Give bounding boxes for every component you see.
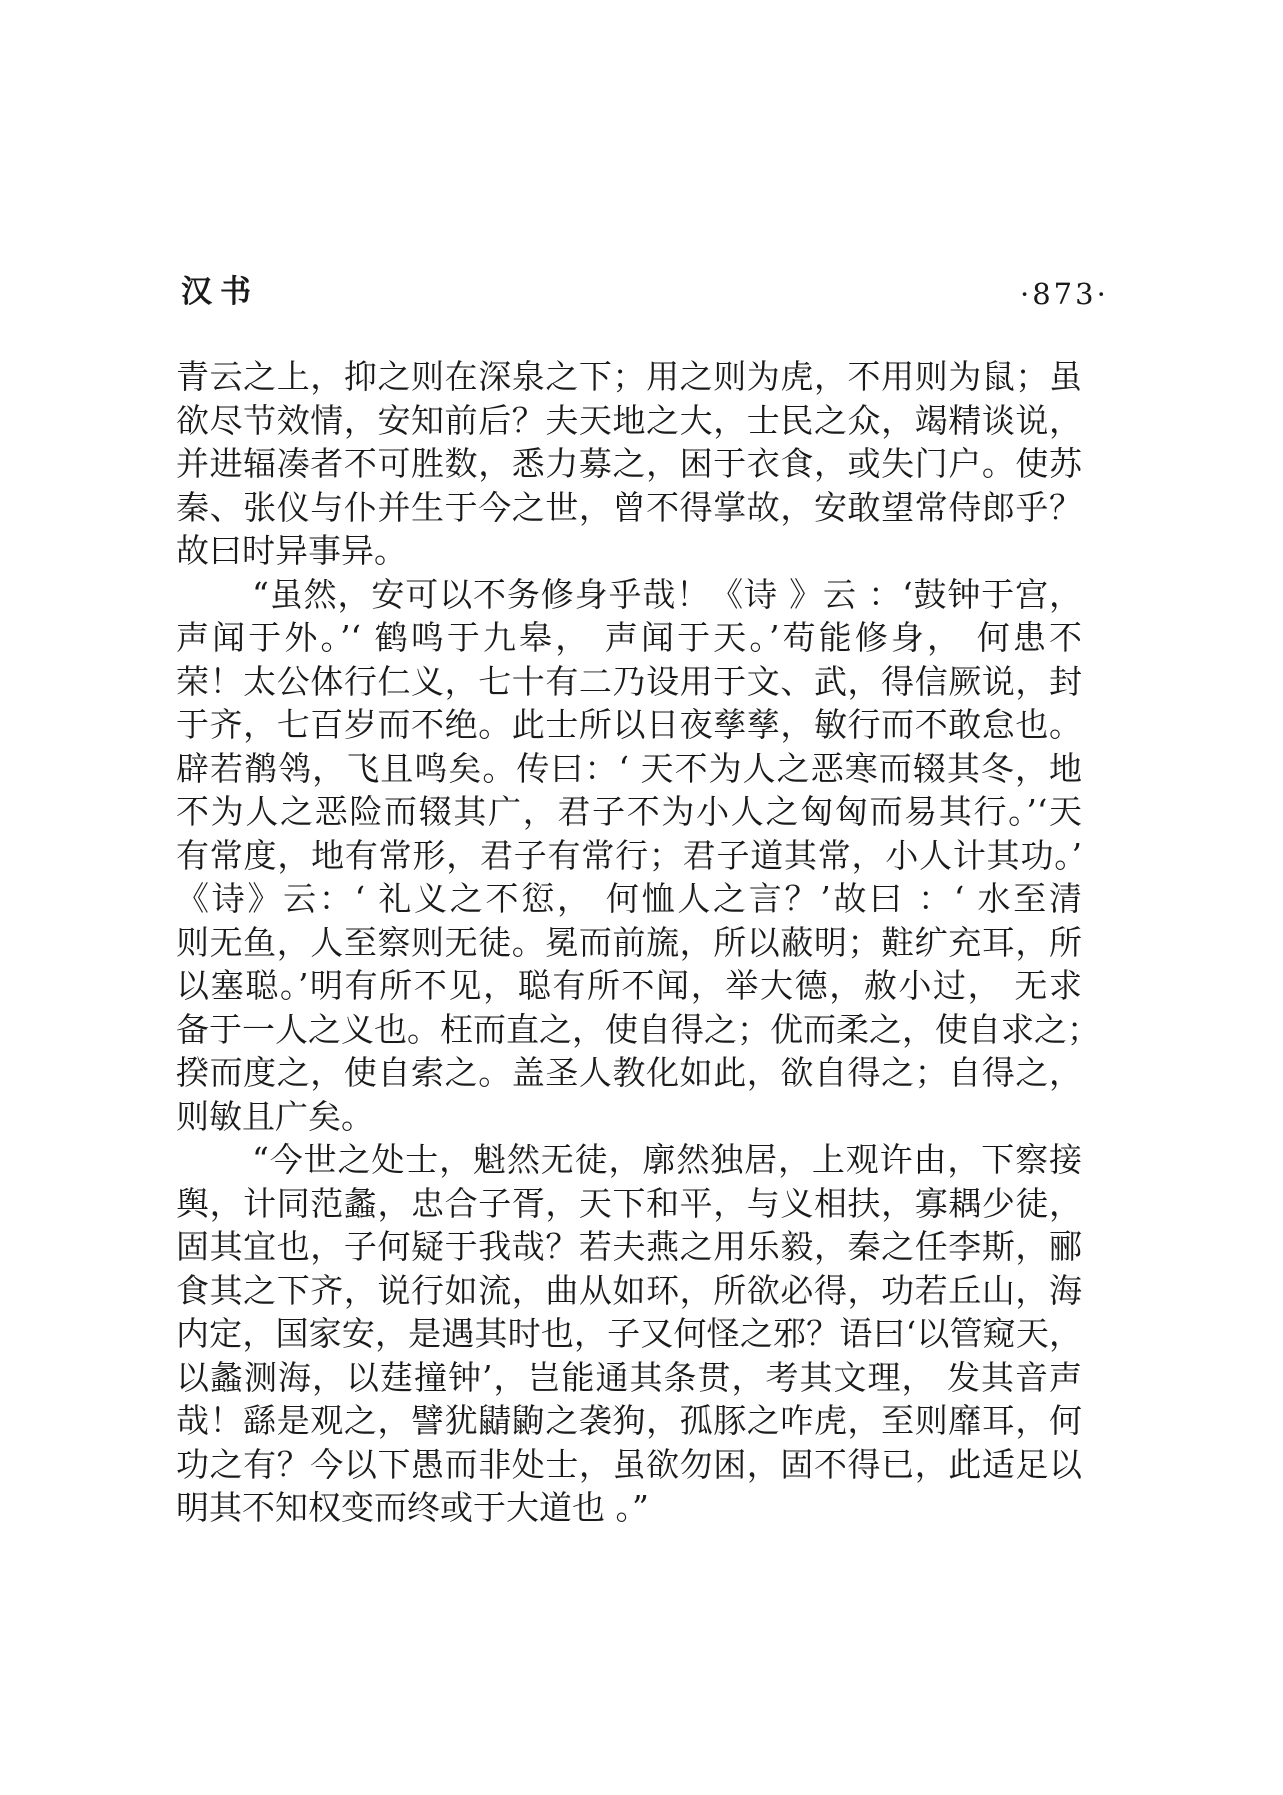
text-line: 辟若鹡鸰，飞且鸣矣。传曰：‘ 天不为人之恶寒而辍其冬，地: [176, 748, 1082, 788]
running-title: 汉书: [181, 274, 259, 310]
text-line: 则敏且广矣。: [176, 1096, 374, 1136]
text-line: 功之有？今以下愚而非处士，虽欲勿困，固不得已，此适足以: [176, 1444, 1082, 1484]
body-text: [176, 355, 1100, 1530]
text-line: 有常度，地有常形，君子有常行；君子道其常，小人计其功。’: [176, 835, 1082, 875]
text-line: “虽然，安可以不务修身乎哉！《诗 》云 ：‘鼓钟于宫，: [252, 574, 1082, 614]
text-line: 欲尽节效情，安知前后？夫天地之大，士民之众，竭精谈说，: [176, 400, 1082, 440]
text-line: 于齐，七百岁而不绝。此士所以日夜孳孳，敏行而不敢怠也。: [176, 705, 1082, 744]
text-line: “今世之处士，魁然无徒，廓然独居，上观许由，下察接: [252, 1140, 1082, 1179]
text-line: 不为人之恶险而辍其广，君子不为小人之匈匈而易其行。’‘天: [176, 792, 1082, 831]
text-line: 青云之上，抑之则在深泉之下；用之则为虎，不用则为鼠；虽: [176, 357, 1082, 396]
paragraph-3: [176, 1138, 1082, 1530]
text-line: 固其宜也，子何疑于我哉？若夫燕之用乐毅，秦之任李斯，郦: [176, 1227, 1082, 1266]
text-line: 哉！繇是观之，譬犹鼱鼩之袭狗，孤豚之咋虎，至则靡耳，何: [176, 1401, 1082, 1440]
text-line: 以蠡测海，以莛撞钟’，岂能通其条贯，考其文理， 发其音声: [176, 1357, 1082, 1397]
text-line: 舆，计同范蠡，忠合子胥，天下和平，与义相扶，寡耦少徒，: [176, 1183, 1082, 1223]
text-line: 故曰时异事异。: [176, 531, 407, 570]
text-line: 则无鱼，人至察则无徒。冕而前旒，所以蔽明；黈纩充耳，所: [176, 922, 1082, 962]
paragraph-1: [176, 355, 1082, 573]
paragraph-2: [176, 573, 1100, 1139]
text-line: 食其之下齐，说行如流，曲从如环，所欲必得，功若丘山，海: [176, 1270, 1082, 1310]
text-line: 揆而度之，使自索之。盖圣人教化如此，欲自得之；自得之，: [176, 1053, 1082, 1092]
text-line: 明其不知权变而终或于大道也 。”: [176, 1488, 649, 1527]
text-line: 《诗》云：‘ 礼义之不愆， 何恤人之言？’故曰 ：‘ 水至清: [176, 879, 1082, 918]
text-line: 并进辐凑者不可胜数，悉力募之，困于衣食，或失门户。使苏: [176, 444, 1082, 483]
text-line: 以塞聪。’明有所不见，聪有所不闻，举大德，赦小过， 无求: [176, 966, 1082, 1005]
text-line: 秦、张仪与仆并生于今之世，曾不得掌故，安敢望常侍郎乎？: [176, 487, 1082, 527]
page-number: ·873·: [1020, 277, 1109, 311]
text-line: 荣！太公体行仁义，七十有二乃设用于文、武，得信厥说，封: [176, 661, 1082, 701]
text-line: 备于一人之义也。枉而直之，使自得之；优而柔之，使自求之；: [176, 1009, 1100, 1049]
text-line: 声闻于外。’‘ 鹤鸣于九皋， 声闻于天。’苟能修身， 何患不: [176, 618, 1082, 657]
text-line: 内定，国家安，是遇其时也，子又何怪之邪？语曰‘以管窥天，: [176, 1314, 1082, 1353]
